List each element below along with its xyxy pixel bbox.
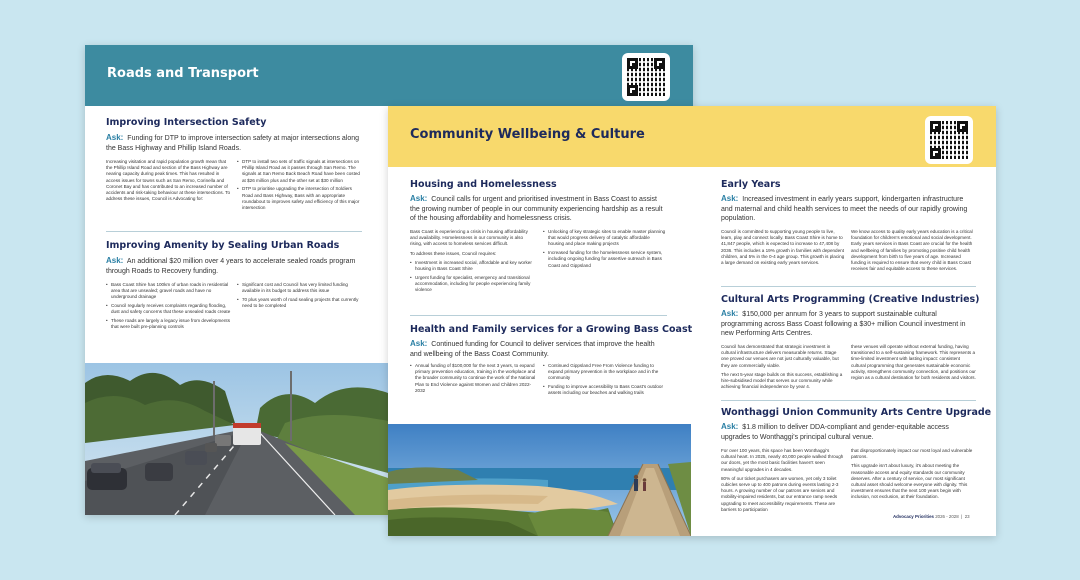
list-item: • Bass Coast Shire has 100km of urban roads in residential area that are unsealed; gravel roads and have no underground drainage — [106, 282, 231, 301]
cultural-arts-body-left — [721, 344, 845, 393]
paragraph: Increasing visitation and rapid population growth mean that the Phillip Island Road and section of the Bass Highway are nearing capacity during peak times. This has resulted in access issues for towns such as San Remo, Corinella and Coronet Bay and has contributed to an increased number of accidents and risk-taking behaviour at these intersections. To address these issues, Council is Advocating for: — [106, 159, 231, 202]
wonthaggi-body-right — [851, 448, 976, 504]
paragraph: We know access to quality early years education is a critical foundation for children's emotional and social development. Early years services in Bass Coast are crucial for the health and wellbeing of families by promoting positive child health development from birth to five years of age. Increased funding is required to ensure that every child in Bass Coast receives fair and equitable access to these services. — [851, 229, 973, 272]
wonthaggi-body-left — [721, 448, 845, 516]
ask-text: $1.8 million to deliver DDA-compliant and gender-equitable access upgrades to Wonthaggi's principal cultural venue. — [721, 424, 949, 441]
intersection-safety-body-left — [106, 159, 231, 205]
divider — [410, 315, 667, 316]
beach-scene-image — [388, 424, 691, 536]
paragraph: To address these issues, Council requires: — [410, 250, 497, 256]
ask-sealing-urban-roads — [106, 256, 361, 276]
section-title-health-family: Health and Family services for a Growing Bass Coast — [410, 324, 693, 335]
ask-label: Ask: — [721, 309, 739, 318]
paragraph: 80% of our ticket purchasers are women, yet only 3 toilet cubicles serve up to 400 patrons during events lasting 2-3 hours. A growing number of our patrons are seniors and mobility-impaired residents, but our entrance ramp needs upgrading to meet accessibility requirements. These are barriers to participation — [721, 475, 839, 512]
list-item: • DTP to install two sets of traffic signals at intersections on Phillip Island Road as it passes through San Remo. The signals at San Remo Back Beach Road have been costed at $26 million plus and the other set at $30 million — [237, 159, 362, 184]
list-item: • Investment in increased social, affordable and key worker housing in Bass Coast Shire — [410, 260, 536, 272]
list-item: • Urgent funding for specialist, emergency and transitional accommodation, including for people experiencing family violence — [410, 275, 536, 294]
ask-text: Continued funding for Council to deliver services that improve the health and wellbeing of the Bass Coast Community. — [410, 341, 655, 358]
ask-text: Increased investment in early years support, kindergarten infrastructure and maternal and child health services to meet the needs of our rapidly growing population. — [721, 196, 968, 222]
banner-title: Community Wellbeing & Culture — [410, 127, 645, 142]
ask-early-years — [721, 194, 976, 224]
divider — [106, 231, 362, 232]
early-years-body-right — [851, 229, 976, 275]
paragraph: The next 5-year stage builds on this success, establishing a hire-subsidised model that serves our community while achieving financial independence by year 4. — [721, 371, 843, 390]
ask-wonthaggi — [721, 422, 976, 442]
health-body-right — [543, 363, 667, 399]
road-traffic-photo — [85, 363, 388, 515]
section-title-intersection-safety: Improving Intersection Safety — [106, 117, 267, 128]
cultural-arts-body-right — [851, 344, 976, 384]
list-item: • These roads are largely a legacy issue from developments that were built pre-planning controls — [106, 318, 231, 330]
footer-label: Advocacy Priorities — [893, 514, 934, 519]
section-title-early-years: Early Years — [721, 179, 781, 190]
section-title-sealing-urban-roads: Improving Amenity by Sealing Urban Roads — [106, 240, 340, 251]
list-item: • Annual funding of $100,000 for the next 3 years, to expand primary prevention education, training in the workplace and the broader community to continue the work of the National Plan to End Violence against Women and Children 2022-2032 — [410, 363, 536, 394]
section-title-housing: Housing and Homelessness — [410, 179, 557, 190]
ask-text: Council calls for urgent and prioritised investment in Bass Coast to assist the growing number of people in our community experiencing hardship as a result of the housing affordability and homelessness crisis. — [410, 196, 663, 222]
footer-years: 2026 - 2028 — [935, 514, 959, 519]
list-item: • Increased funding for the homelessness service system, including ongoing funding for assertive outreach in Bass Coast and Gippsland — [543, 250, 667, 269]
sealing-roads-body-right — [237, 282, 362, 312]
banner-community-wellbeing — [388, 106, 996, 167]
ask-label: Ask: — [410, 339, 428, 348]
paragraph: Council has demonstrated that strategic investment in cultural infrastructure delivers measurable returns. Stage one proved our venues are not just culturally valuable, but they are commercially viable. — [721, 344, 839, 368]
ask-label: Ask: — [721, 194, 739, 203]
paragraph: Council is committed to supporting young people to live, learn, play and connect locally. Bass Coast Shire is home to 41,847 people, which is expected to increase to 47,408 by 2036. This includes a 19% growth in families with dependent children, and 5% in the 0-4 age group. This growth is placing a large demand on existing early years services. — [721, 229, 845, 266]
health-body-left — [410, 363, 536, 397]
list-item: • DTP to prioritise upgrading the intersection of Soldiers Road and Bass Highway, Bass with an appropriate roundabout to improves safety and efficiency of this major intersection — [237, 186, 362, 211]
early-years-body-left — [721, 229, 845, 269]
ask-label: Ask: — [410, 194, 428, 203]
ask-cultural-arts — [721, 309, 976, 339]
sealing-roads-body-left — [106, 282, 231, 333]
ask-housing — [410, 194, 665, 224]
beach-boardwalk-photo — [388, 424, 691, 536]
ask-label: Ask: — [721, 422, 739, 431]
ask-health-family — [410, 339, 665, 359]
paragraph: that disproportionately impact our most loyal and vulnerable patrons. — [851, 448, 973, 460]
road-scene-image — [85, 363, 388, 515]
paragraph: This upgrade isn't about luxury, it's about meeting the reasonable access and equity standards our community deserves. After a century of service, our most significant cultural asset should welcome everyone with dignity. This investment ensures that the next 100 years begin with inclusion, not exclusion, at their foundation. — [851, 463, 968, 500]
housing-body-left — [410, 229, 536, 296]
qr-code-icon[interactable] — [622, 53, 670, 101]
ask-text: $150,000 per annum for 3 years to support sustainable cultural programming across Bass Coast following a $30+ million Council investment in new Performing Arts Centres. — [721, 311, 966, 337]
ask-text: Funding for DTP to improve intersection safety at major intersections along the Bass Highway and Phillip Island Roads. — [106, 135, 360, 152]
list-item: • Funding to improve accessibility to Bass Coast's outdoor assets including our beaches and walking trails — [543, 384, 667, 396]
intersection-safety-body-right — [237, 159, 362, 214]
paragraph: Bass Coast is experiencing a crisis in housing affordability and availability. Homelessness in our community is also rising, with access to homeless services difficult. — [410, 229, 528, 247]
list-item: • Continued Gippsland Free From Violence funding to expand primary prevention in the workplace and in the community — [543, 363, 667, 382]
list-item: • Council regularly receives complaints regarding flooding, dust and safety concerns that these unsealed roads create — [106, 303, 231, 315]
divider — [721, 286, 976, 287]
section-title-cultural-arts: Cultural Arts Programming (Creative Industries) — [721, 294, 980, 305]
paragraph: these venues will operate without external funding, having transitioned to a self-sustaining framework. This represents a time-limited investment with lasting impact: consistent cultural programming that generates sustainable economic activity, strengthens community connection, and positions our region as a cultural destination for both residents and visitors. — [851, 344, 976, 381]
housing-body-right — [543, 229, 667, 271]
ask-label: Ask: — [106, 133, 124, 142]
section-title-wonthaggi: Wonthaggi Union Community Arts Centre Upgrade — [721, 407, 992, 418]
list-item: • Significant cost and Council has very limited funding available in its budget to address this issue — [237, 282, 362, 294]
list-item: • Unlocking of key strategic sites to enable master planning that would progress delivery of catalytic affordable housing and place making projects — [543, 229, 667, 248]
page-number: 23 — [964, 514, 970, 519]
list-item: • 70 plus years worth of road sealing projects that currently need to be completed — [237, 297, 362, 309]
ask-intersection-safety — [106, 133, 361, 153]
banner-title: Roads and Transport — [107, 66, 259, 81]
page-community-wellbeing-culture — [388, 106, 996, 536]
banner-roads-and-transport — [85, 45, 693, 106]
divider — [721, 400, 976, 401]
ask-label: Ask: — [106, 256, 124, 265]
page-footer: Advocacy Priorities 2026 - 2028 | 23 — [893, 514, 970, 519]
paragraph: For over 100 years, this space has been Wonthaggi's cultural heart. In 2025, nearly 40,000 people walked through our doors, yet the most basic facilities haven't seen meaningful upgrades in 4 decades. — [721, 448, 844, 472]
ask-text: An additional $20 million over 4 years to accelerate sealed roads program through Roads to Recovery funding. — [106, 258, 356, 275]
qr-code-icon[interactable] — [925, 116, 973, 164]
